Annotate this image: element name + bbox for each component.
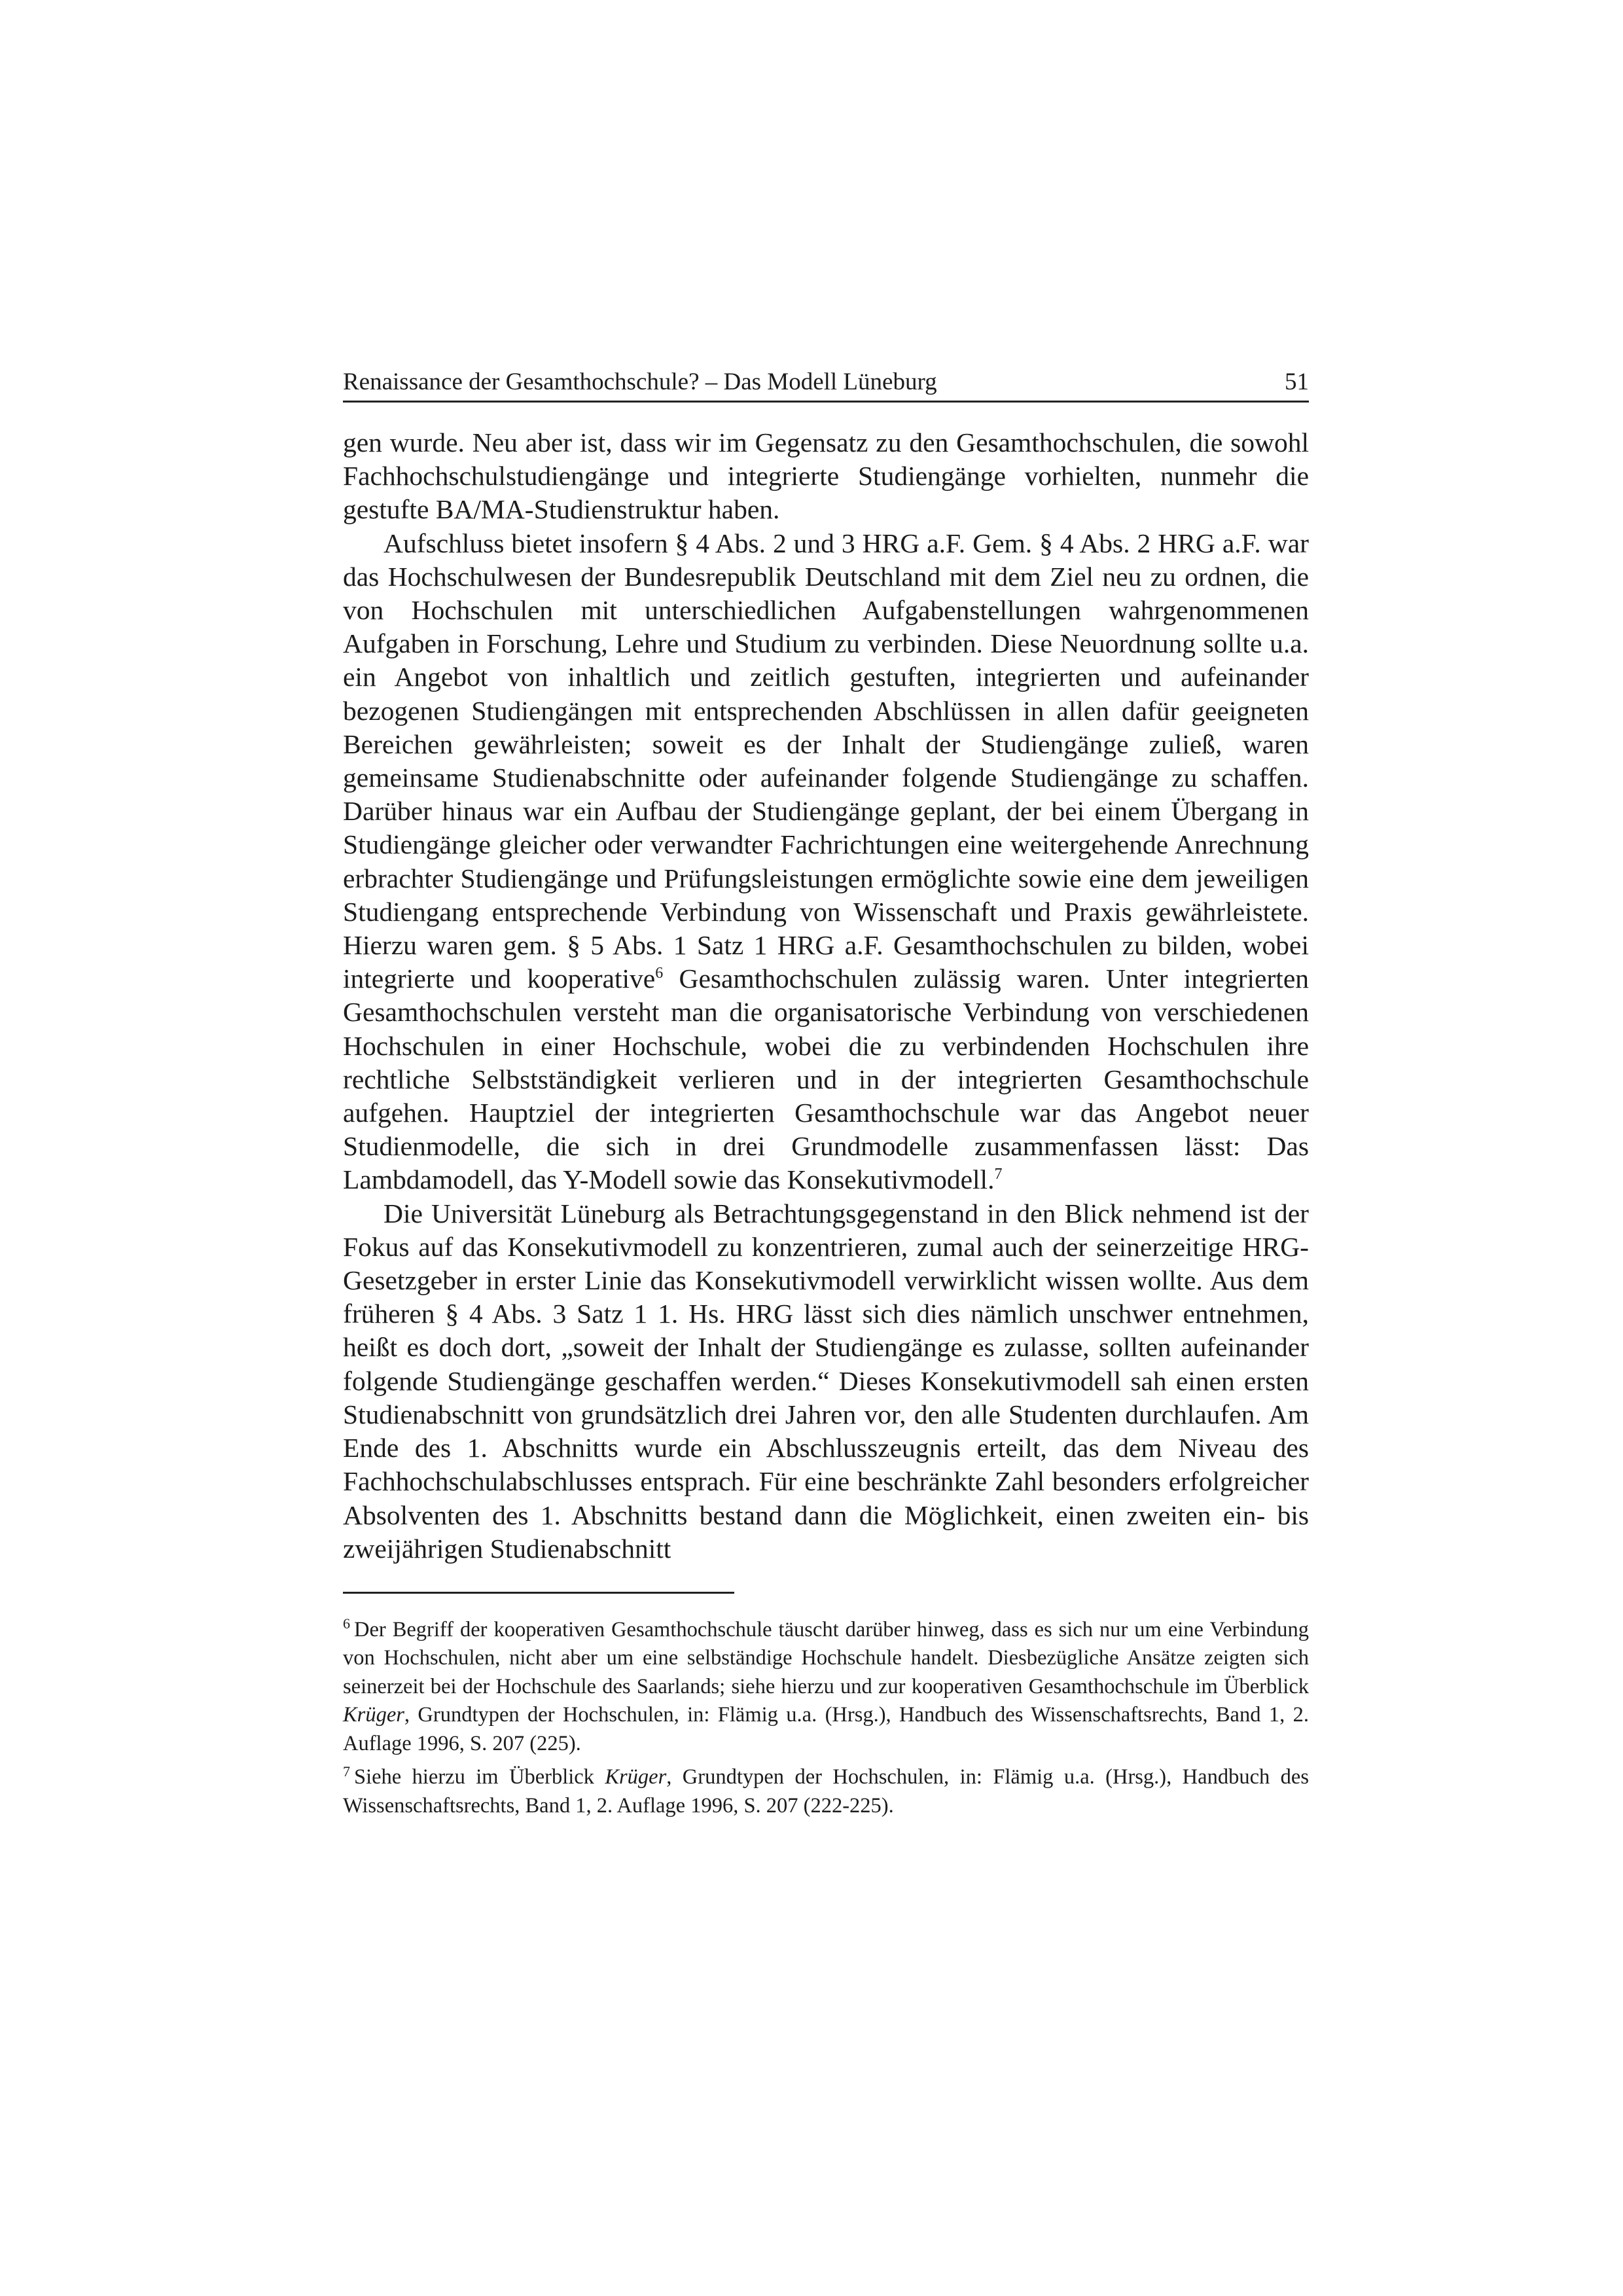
header-title: Renaissance der Gesamthochschule? – Das Modell Lüneburg bbox=[343, 368, 937, 395]
footnote-6 bbox=[343, 1616, 1309, 1759]
page-number: 51 bbox=[1285, 368, 1309, 395]
footnote-text: Der Begriff der kooperativen Gesamthochschule täuscht darüber hinweg, dass es sich nur um eine Verbindung von Hochschulen, nicht aber um eine selbständige Hochschule handelt. Diesbezügliche Ansätze zeigten sich seinerzeit bei der Hochschule des Saarlands; siehe hierzu und zur kooperativen Gesamthochschule im Überblick bbox=[343, 1617, 1309, 1698]
footnotes bbox=[343, 1616, 1309, 1821]
footnote-ref-6[interactable]: 6 bbox=[655, 965, 664, 982]
body-text bbox=[343, 426, 1309, 1566]
footnote-number: 7 bbox=[343, 1763, 350, 1780]
paragraph-2-part-b: Gesamthochschulen zulässig waren. Unter integrierten Gesamthochschulen versteht man die organisatorische Verbindung von verschiedenen Hochschulen in einer Hochschule, wobei die zu verbindenden Hochschulen ihre rechtliche Selbstständigkeit verlieren und in der integrierten Gesamthochschule aufgehen. Hauptziel der integrierten Gesamthochschule war das Angebot neuer Studienmodelle, die sich in drei Grundmodelle zusammenfassen lässt: Das Lambdamodell, das Y-Modell sowie das Konsekutivmodell. bbox=[343, 963, 1309, 1195]
footnote-ref-7[interactable]: 7 bbox=[994, 1166, 1003, 1183]
footnote-divider bbox=[343, 1592, 734, 1594]
footnote-author: Krüger bbox=[343, 1703, 404, 1727]
paragraph-2 bbox=[343, 527, 1309, 1197]
footnote-text: , Grundtypen der Hochschulen, in: Flämig u.a. (Hrsg.), Handbuch des Wissenschaftsrechts, Band 1, 2. Auflage 1996, S. 207 (225). bbox=[343, 1703, 1309, 1755]
footnote-text: Siehe hierzu im Überblick bbox=[354, 1765, 605, 1789]
footnote-author: Krüger bbox=[605, 1765, 667, 1789]
paragraph-3: Die Universität Lüneburg als Betrachtungsgegenstand in den Blick nehmend ist der Fokus auf das Konsekutivmodell zu konzentrieren, zumal auch der seinerzeitige HRG-Gesetzgeber in erster Linie das Konsekutivmodell verwirklicht wissen wollte. Aus dem früheren § 4 Abs. 3 Satz 1 1. Hs. HRG lässt sich dies nämlich unschwer entnehmen, heißt es doch dort, „soweit der Inhalt der Studiengänge es zulasse, sollten aufeinander folgende Studiengänge geschaffen werden.“ Dieses Konsekutivmodell sah einen ersten Studienabschnitt von grundsätzlich drei Jahren vor, den alle Studenten durchlaufen. Am Ende des 1. Abschnitts wurde ein Abschlusszeugnis erteilt, das dem Niveau des Fachhochschulabschlusses entsprach. Für eine beschränkte Zahl besonders erfolgreicher Absolventen des 1. Abschnitts bestand dann die Möglichkeit, einen zweiten ein- bis zweijährigen Studienabschnitt bbox=[343, 1198, 1309, 1564]
running-header bbox=[343, 367, 1309, 403]
footnote-number: 6 bbox=[343, 1615, 350, 1632]
footnote-text: , Grundtypen der Hochschulen, in: Flämig u.a. (Hrsg.), Handbuch des Wissenschaftsrechts, Band 1, 2. Auflage 1996, S. 207 (222-225). bbox=[343, 1765, 1309, 1818]
paragraph-2-part-a: Aufschluss bietet insofern § 4 Abs. 2 und 3 HRG a.F. Gem. § 4 Abs. 2 HRG a.F. war das Hochschulwesen der Bundesrepublik Deutschland mit dem Ziel neu zu ordnen, die von Hochschulen mit unterschiedlichen Aufgabenstellungen wahrgenommenen Aufgaben in Forschung, Lehre und Studium zu verbinden. Diese Neuordnung sollte u.a. ein Angebot von inhaltlich und zeitlich gestuften, integrierten und aufeinander bezogenen Studiengängen mit entsprechenden Abschlüssen in allen dafür geeigneten Bereichen gewährleisten; soweit es der Inhalt der Studiengänge zuließ, waren gemeinsame Studienabschnitte oder aufeinander folgende Studiengänge zu schaffen. Darüber hinaus war ein Aufbau der Studiengänge geplant, der bei einem Übergang in Studiengänge gleicher oder verwandter Fachrichtungen eine weitergehende Anrechnung erbrachter Studiengänge und Prüfungsleistungen ermöglichte sowie eine dem jeweiligen Studiengang entsprechende Verbindung von Wissenschaft und Praxis gewährleistete. Hierzu waren gem. § 5 Abs. 1 Satz 1 HRG a.F. Gesamthochschulen zu bilden, wobei integrierte und kooperative bbox=[343, 528, 1309, 994]
document-page bbox=[343, 367, 1309, 1825]
paragraph-1: gen wurde. Neu aber ist, dass wir im Gegensatz zu den Gesamthochschulen, die sowohl Fachhochschulstudiengänge und integrierte Studiengänge vorhielten, nunmehr die gestufte BA/MA-Studienstruktur haben. bbox=[343, 427, 1309, 525]
footnote-7 bbox=[343, 1763, 1309, 1820]
